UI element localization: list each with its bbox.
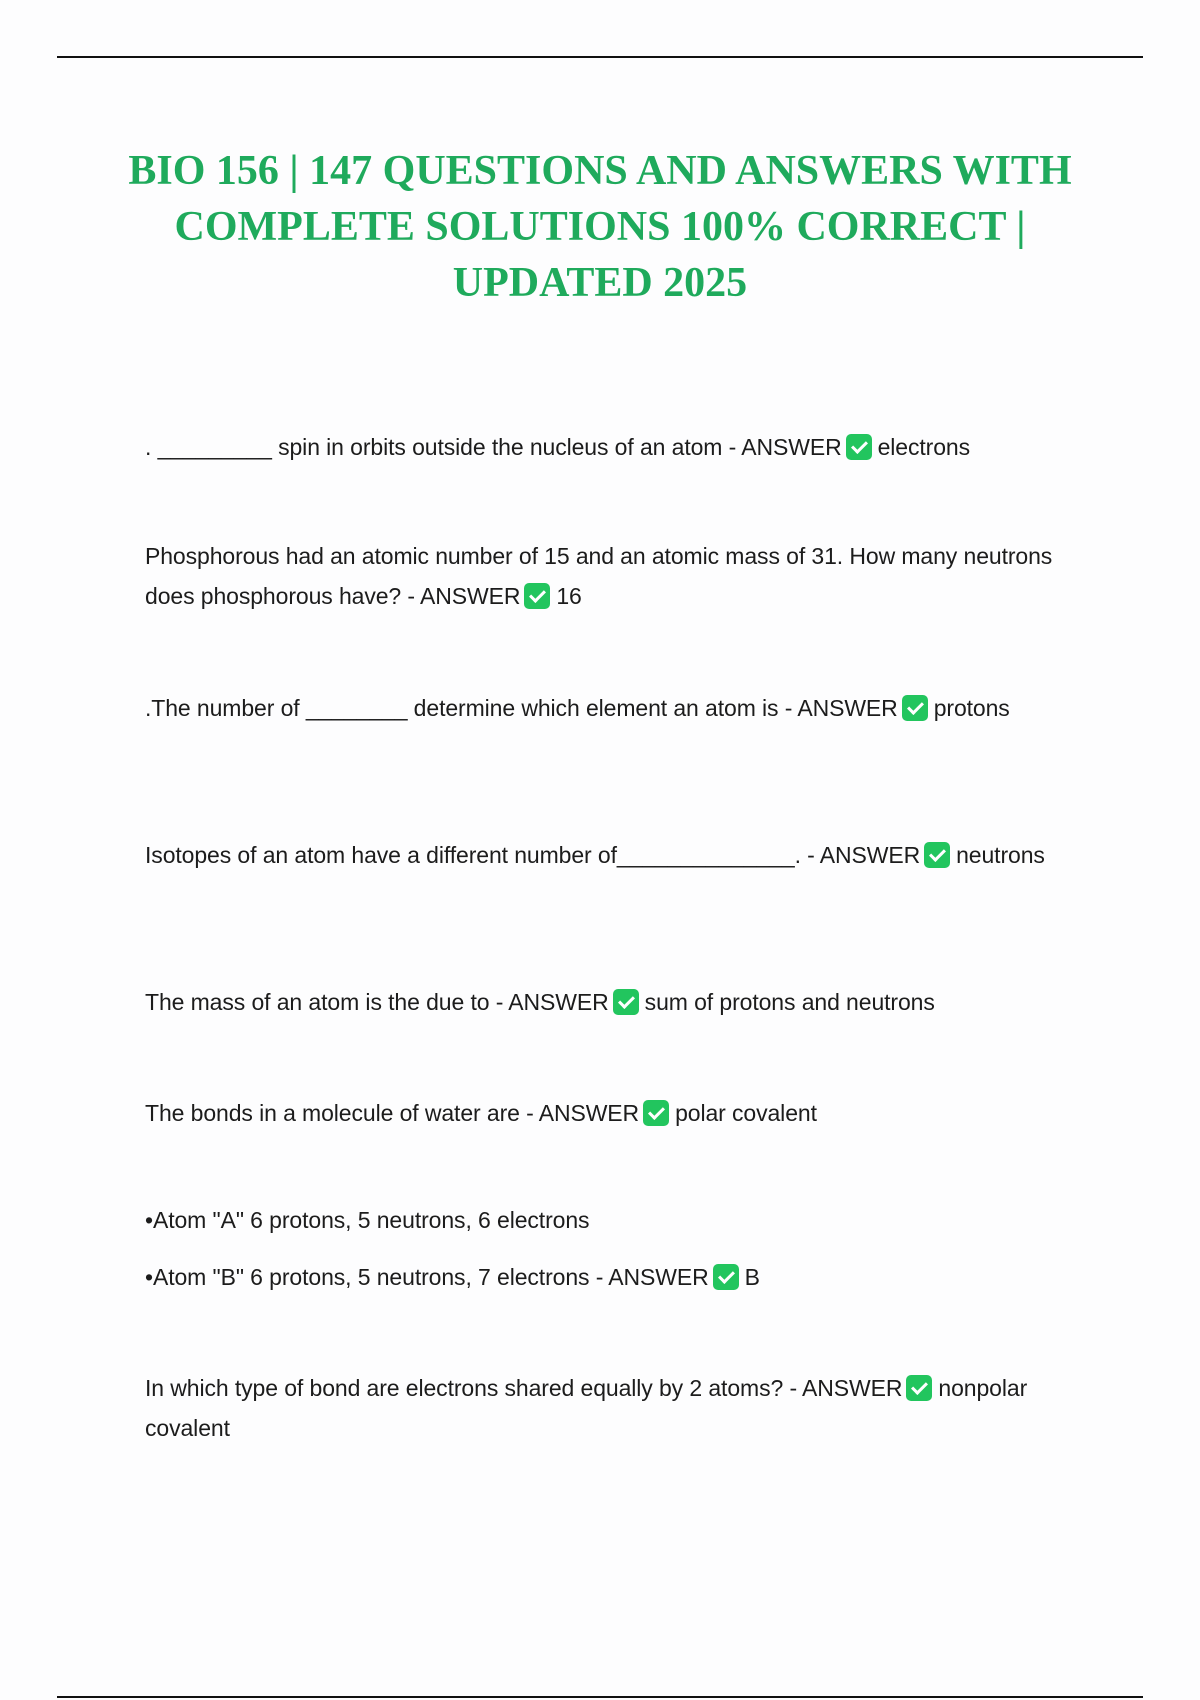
document-title: BIO 156 | 147 QUESTIONS AND ANSWERS WITH COMPLETE SOLUTIONS 100% CORRECT | UPDATED 2025 [128, 148, 1072, 306]
green-checkmark-icon [906, 1375, 932, 1401]
green-checkmark-icon [713, 1264, 739, 1290]
qa-item-8 [145, 1367, 1075, 1447]
question-text: In which type of bond are electrons shared equally by 2 atoms? - ANSWER [145, 1374, 903, 1401]
answer-text: sum of protons and neutrons [644, 988, 935, 1015]
answer-text: neutrons [956, 841, 1045, 868]
qa-item-4 [145, 834, 1075, 874]
green-checkmark-icon [924, 842, 950, 868]
qa-item-5 [145, 981, 1075, 1021]
question-text: •Atom "B" 6 protons, 5 neutrons, 7 electrons - ANSWER [145, 1263, 709, 1290]
green-checkmark-icon [902, 695, 928, 721]
bottom-rule [57, 1696, 1143, 1698]
answer-text: protons [933, 694, 1010, 721]
qa-item-7a [145, 1199, 1075, 1239]
answer-text: 16 [556, 582, 582, 609]
qa-item-7b [145, 1256, 1075, 1296]
question-text: Isotopes of an atom have a different number of______________. - ANSWER [145, 841, 921, 868]
green-checkmark-icon [846, 434, 872, 460]
question-text: The mass of an atom is the due to - ANSWER [145, 988, 609, 1015]
answer-text: electrons [877, 433, 971, 460]
top-rule [57, 56, 1143, 58]
qa-item-3 [145, 687, 1075, 727]
qa-item-1 [145, 426, 1075, 466]
question-text: •Atom "A" 6 protons, 5 neutrons, 6 electrons [145, 1206, 590, 1233]
green-checkmark-icon [613, 989, 639, 1015]
green-checkmark-icon [643, 1100, 669, 1126]
answer-text: nonpolar covalent [145, 1374, 1028, 1441]
answer-text: polar covalent [675, 1099, 817, 1126]
question-text: .The number of ________ determine which element an atom is - ANSWER [145, 694, 898, 721]
question-text: . _________ spin in orbits outside the nucleus of an atom - ANSWER [145, 433, 842, 460]
answer-text: B [744, 1263, 760, 1290]
qa-item-2 [145, 535, 1075, 615]
green-checkmark-icon [524, 583, 550, 609]
qa-item-6 [145, 1092, 1075, 1132]
question-text: The bonds in a molecule of water are - ANSWER [145, 1099, 640, 1126]
question-text: Phosphorous had an atomic number of 15 and an atomic mass of 31. How many neutrons does phosphorous have? - ANSWER [145, 542, 1053, 609]
